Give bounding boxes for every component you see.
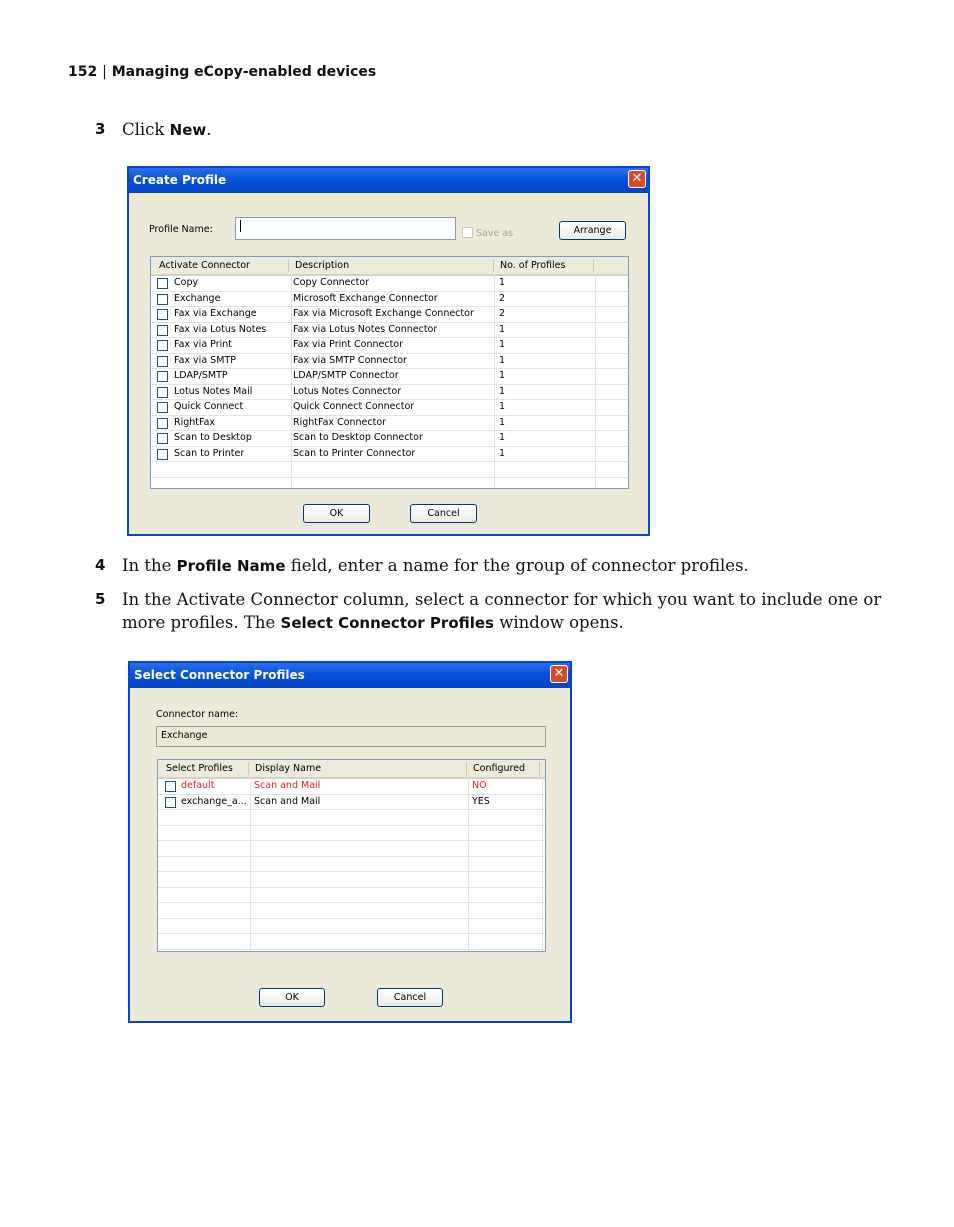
- table-row: [158, 826, 545, 842]
- connector-name: Exchange: [174, 292, 221, 304]
- profile-count: 1: [499, 370, 506, 381]
- dialog-title: Create Profile: [133, 173, 227, 187]
- step-bold: Select Connector Profiles: [280, 614, 494, 632]
- table-row: [158, 872, 545, 888]
- step-number: 3: [95, 120, 106, 138]
- activate-checkbox[interactable]: [157, 433, 168, 444]
- cancel-button[interactable]: Cancel: [377, 988, 443, 1007]
- activate-checkbox[interactable]: [157, 418, 168, 429]
- activate-checkbox[interactable]: [157, 325, 168, 336]
- connector-description: RightFax Connector: [293, 416, 387, 428]
- connector-description: Quick Connect Connector: [293, 401, 415, 412]
- cancel-button[interactable]: Cancel: [410, 504, 477, 523]
- connector-name: Fax via Lotus Notes: [174, 323, 267, 335]
- table-row: [151, 307, 628, 323]
- step-text-end: window opens.: [493, 613, 624, 632]
- step-text-end: .: [206, 120, 212, 139]
- connector-description: LDAP/SMTP Connector: [293, 370, 399, 381]
- connector-description: Fax via SMTP Connector: [293, 354, 407, 366]
- table-row: [158, 779, 545, 795]
- connector-name-value: Exchange: [161, 730, 208, 741]
- configured-status: NO: [472, 780, 487, 791]
- connector-name-field: [156, 726, 546, 747]
- profile-count: 1: [499, 385, 506, 397]
- column-header-description[interactable]: Description: [289, 259, 494, 272]
- activate-checkbox[interactable]: [157, 356, 168, 367]
- close-button[interactable]: [628, 170, 646, 188]
- activate-checkbox[interactable]: [157, 309, 168, 320]
- connector-name-label: Connector name:: [156, 709, 239, 720]
- table-row: [151, 416, 628, 432]
- create-profile-dialog: [127, 166, 650, 536]
- profile-count: 1: [499, 323, 506, 335]
- select-connector-profiles-dialog: [128, 661, 572, 1023]
- ok-button[interactable]: OK: [303, 504, 370, 523]
- profile-name-label: Profile Name:: [149, 224, 213, 235]
- profile-count: 1: [499, 277, 506, 288]
- connector-description: Scan to Desktop Connector: [293, 432, 423, 443]
- step-text-line1: In the Activate Connector column, select a connector for which you want to include one or: [122, 590, 882, 609]
- save-as-checkbox[interactable]: [462, 227, 473, 238]
- connector-description: Copy Connector: [293, 277, 370, 288]
- list-header: [158, 760, 545, 779]
- close-icon: ✕: [553, 666, 565, 681]
- save-as-label: Save as: [476, 228, 514, 239]
- table-row: [151, 292, 628, 308]
- step-text: more profiles. The: [122, 613, 281, 632]
- table-row: [151, 431, 628, 447]
- arrange-button[interactable]: Arrange: [559, 221, 626, 240]
- profile-name: default: [181, 780, 215, 791]
- select-profile-checkbox[interactable]: [165, 797, 176, 808]
- table-row: [151, 447, 628, 463]
- profile-count: 1: [499, 447, 506, 459]
- activate-checkbox[interactable]: [157, 278, 168, 289]
- connector-name: LDAP/SMTP: [174, 370, 228, 381]
- display-name: Scan and Mail: [254, 795, 321, 807]
- column-header-display-name[interactable]: Display Name: [249, 762, 467, 775]
- step-text: Click: [122, 120, 170, 139]
- table-row: [158, 810, 545, 826]
- step-bold: Profile Name: [176, 557, 286, 575]
- profile-count: 1: [499, 354, 506, 366]
- connector-description: Fax via Lotus Notes Connector: [293, 323, 438, 335]
- column-header-configured[interactable]: Configured: [467, 762, 540, 775]
- dialog-title: Select Connector Profiles: [134, 668, 305, 682]
- connector-description: Fax via Microsoft Exchange Connector: [293, 308, 474, 319]
- text-caret: [240, 220, 241, 232]
- connector-name: Copy: [174, 277, 199, 288]
- profile-count: 2: [499, 292, 506, 304]
- page-number: 152: [68, 64, 98, 80]
- profile-count: 1: [499, 401, 506, 412]
- connector-name: Quick Connect: [174, 401, 244, 412]
- table-row: [151, 400, 628, 416]
- profile-count: 1: [499, 339, 506, 350]
- profile-count: 2: [499, 308, 506, 319]
- activate-checkbox[interactable]: [157, 340, 168, 351]
- profile-name: exchange_a...: [181, 795, 247, 807]
- activate-checkbox[interactable]: [157, 294, 168, 305]
- connector-description: Scan to Printer Connector: [293, 447, 416, 459]
- title-bar: [129, 168, 648, 193]
- table-row: [158, 888, 545, 904]
- table-row: [151, 385, 628, 401]
- table-row: [151, 478, 628, 490]
- connector-name: Fax via Print: [174, 339, 233, 350]
- table-row: [158, 919, 545, 935]
- table-row: [151, 369, 628, 385]
- profiles-list: [157, 759, 546, 952]
- activate-checkbox[interactable]: [157, 449, 168, 460]
- profile-name-input[interactable]: [235, 217, 456, 240]
- table-row: [158, 841, 545, 857]
- column-header-select[interactable]: Select Profiles: [160, 762, 249, 775]
- activate-checkbox[interactable]: [157, 387, 168, 398]
- activate-checkbox[interactable]: [157, 371, 168, 382]
- title-bar: [130, 663, 570, 688]
- table-row: [151, 323, 628, 339]
- close-button[interactable]: [550, 665, 568, 683]
- column-header-profiles[interactable]: No. of Profiles: [494, 259, 594, 272]
- step-text-end: field, enter a name for the group of connector profiles.: [285, 556, 749, 575]
- table-row: [158, 795, 545, 811]
- connector-name: RightFax: [174, 416, 216, 428]
- connector-name: Scan to Desktop: [174, 432, 252, 443]
- table-row: [151, 354, 628, 370]
- step-bold: New: [169, 121, 207, 139]
- ok-button[interactable]: OK: [259, 988, 325, 1007]
- display-name: Scan and Mail: [254, 780, 321, 791]
- table-row: [158, 857, 545, 873]
- connector-description: Lotus Notes Connector: [293, 385, 402, 397]
- column-header-activate[interactable]: Activate Connector: [153, 259, 289, 272]
- table-row: [151, 276, 628, 292]
- profile-count: 1: [499, 432, 506, 443]
- connector-name: Scan to Printer: [174, 447, 245, 459]
- connector-list: [150, 256, 629, 489]
- configured-status: YES: [472, 795, 490, 807]
- table-row: [158, 934, 545, 950]
- activate-checkbox[interactable]: [157, 402, 168, 413]
- section-title: Managing eCopy-enabled devices: [111, 64, 377, 80]
- table-row: [151, 462, 628, 478]
- table-row: [151, 338, 628, 354]
- step-number: 5: [95, 590, 106, 608]
- connector-description: Fax via Print Connector: [293, 339, 404, 350]
- select-profile-checkbox[interactable]: [165, 781, 176, 792]
- connector-name: Fax via Exchange: [174, 308, 257, 319]
- connector-name: Fax via SMTP: [174, 354, 236, 366]
- step-number: 4: [95, 556, 106, 574]
- profile-count: 1: [499, 416, 506, 428]
- list-header: [151, 257, 628, 276]
- connector-name: Lotus Notes Mail: [174, 385, 253, 397]
- step-text: In the: [122, 556, 177, 575]
- header-separator: |: [102, 64, 107, 80]
- close-icon: ✕: [631, 171, 643, 186]
- page-header: [68, 64, 376, 80]
- table-row: [158, 903, 545, 919]
- connector-description: Microsoft Exchange Connector: [293, 292, 438, 304]
